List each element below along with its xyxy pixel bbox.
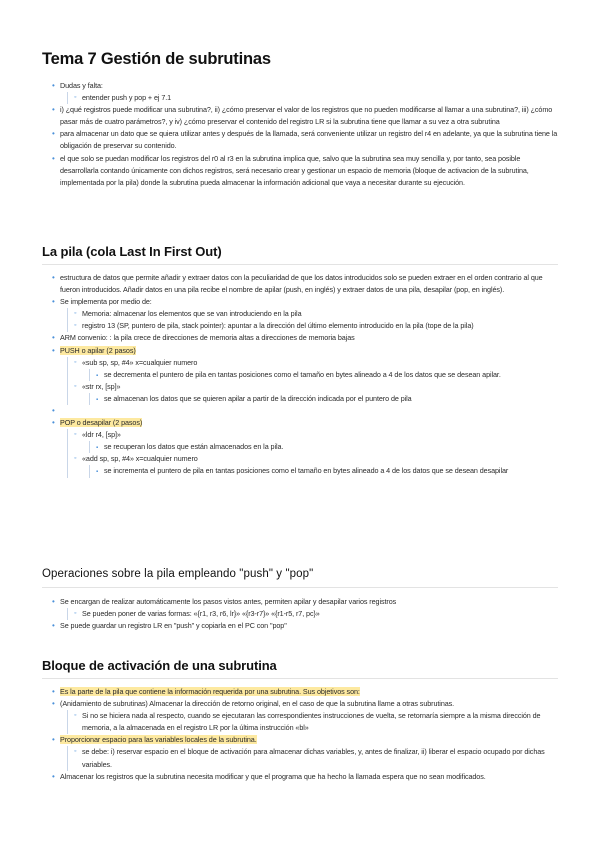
list-item xyxy=(74,429,560,453)
item-text: «add sp, sp, #4» x=cualquier numero xyxy=(82,454,198,464)
list-item: ◦ Memoria: almacenar los elementos que se van introduciendo en la pila xyxy=(74,308,560,320)
intro-section xyxy=(52,80,560,189)
list-item: ◦ registro 13 (SP, puntero de pila, stack pointer): apuntar a la dirección del último elemento introducido en la pila (tope de la pila) xyxy=(74,320,560,332)
list-item xyxy=(52,686,560,698)
sub-list xyxy=(89,465,560,477)
bloque-section xyxy=(52,686,560,783)
list-item: • Se puede guardar un registro LR en "push" y copiarla en el PC con "pop" xyxy=(52,620,560,632)
list-item xyxy=(52,80,560,104)
pila-list xyxy=(52,272,560,478)
item-text: «str rx, [sp]» xyxy=(82,381,121,391)
list-item xyxy=(74,381,560,405)
ops-list xyxy=(52,596,560,632)
list-item xyxy=(52,596,560,620)
item-text: Se encargan de realizar automáticamente los pasos vistos antes, permiten apilar y desapilar varios registros xyxy=(60,597,397,606)
pila-section xyxy=(52,272,560,478)
sub-list xyxy=(67,710,560,734)
divider xyxy=(42,587,558,588)
list-item-empty xyxy=(52,405,560,417)
item-text: Se implementa por medio de: xyxy=(60,297,152,307)
section-heading-bloque: Bloque de activación de una subrutina xyxy=(42,658,277,673)
divider xyxy=(42,264,558,265)
sub-list xyxy=(67,357,560,405)
sub-list xyxy=(89,393,560,405)
list-item: ◦ se debe: i) reservar espacio en el bloque de activación para almacenar dichas variables, y, antes de finalizar, ii) liberar el espacio ocupado por dichas variables. xyxy=(74,746,560,770)
list-item: ▪ se recuperan los datos que están almacenados en la pila. xyxy=(96,441,560,453)
sub-list xyxy=(67,429,560,477)
list-item xyxy=(52,734,560,770)
list-item: • ARM convenio: : la pila crece de direcciones de memoria altas a direcciones de memoria bajas xyxy=(52,332,560,344)
list-item: ▪ se incrementa el puntero de pila en tantas posiciones como el tamaño en bytes alineado a 4 de los datos que se desean desapilar xyxy=(96,465,560,477)
list-item: • estructura de datos que permite añadir y extraer datos con la peculiaridad de que los datos introducidos solo se pueden extraer en el orden contrario al que fueron introducidos. Añadir datos en una pila recibe el nombre de apilar (push, en inglés) y extraer datos de una pila, desapilar (pop, en inglés). xyxy=(52,272,560,296)
section-heading-pila: La pila (cola Last In First Out) xyxy=(42,244,222,259)
sub-list xyxy=(67,746,560,770)
list-item: • i) ¿qué registros puede modificar una subrutina?, ii) ¿cómo preservar el valor de los registros que no pueden modificarse al llamar a una subrutina?, iii) ¿cómo pasar más de cuatro parámetros?, y iv) ¿cómo preservar el contenido del registro LR si la subrutina tiene que llamar a su vez a otra subrutina xyxy=(52,104,560,128)
sub-list xyxy=(67,92,560,104)
item-text: «sub sp, sp, #4» x=cualquier numero xyxy=(82,357,198,367)
sub-list xyxy=(67,608,560,620)
list-item xyxy=(52,345,560,405)
sub-list xyxy=(89,441,560,453)
pop-label: POP o desapilar (2 pasos) xyxy=(60,418,143,428)
list-item xyxy=(74,357,560,381)
sub-list xyxy=(67,308,560,332)
list-item: ◦ Se pueden poner de varias formas: «{r1, r3, r6, lr}» «{r3-r7}» «{r1-r5, r7, pc}» xyxy=(74,608,560,620)
list-item xyxy=(52,296,560,332)
sub-list xyxy=(89,369,560,381)
list-item: • Almacenar los registros que la subrutina necesita modificar y que el programa que ha hecho la llamada espera que no sean modificados. xyxy=(52,771,560,783)
item-text: Dudas y falta: xyxy=(60,81,103,90)
highlighted-text: Proporcionar espacio para las variables locales de la subrutina. xyxy=(60,735,257,745)
intro-list xyxy=(52,80,560,189)
list-item: • el que solo se puedan modificar los registros del r0 al r3 en la subrutina implica que, salvo que la subrutina sea muy sencilla y, por tanto, sea posible desarrollarla contando únicamente con dichos registros, será necesario crear y gestionar un espacio de memoria (bloque de activacion de la subrutina, implementada por la pila) donde la subrutina pueda almacenar la información adicional que vaya a necesitar durante su ejecución. xyxy=(52,153,560,189)
push-label: PUSH o apilar (2 pasos) xyxy=(60,345,136,355)
page-title: Tema 7 Gestión de subrutinas xyxy=(42,50,271,68)
list-item: • para almacenar un dato que se quiera utilizar antes y después de la llamada, será conveniente utilizar un registro del r4 en adelante, ya que la subrutina tiene la obligación de preservar su contenido. xyxy=(52,128,560,152)
list-item: ◦ entender push y pop + ej 7.1 xyxy=(74,92,560,104)
list-item: ◦ Si no se hiciera nada al respecto, cuando se ejecutaran las correspondientes instrucciones de vuelta, se retornaría siempre a la misma dirección de memoria, a la almacenada en el registro LR por la última instrucción «bl» xyxy=(74,710,560,734)
list-item: ▪ se decrementa el puntero de pila en tantas posiciones como el tamaño en bytes alineado a 4 de los datos que se desean apilar. xyxy=(96,369,560,381)
list-item xyxy=(52,417,560,477)
bloque-list xyxy=(52,686,560,783)
list-item xyxy=(52,698,560,734)
divider xyxy=(42,678,558,679)
section-heading-ops: Operaciones sobre la pila empleando "push" y "pop" xyxy=(42,568,314,580)
list-item xyxy=(74,453,560,477)
item-text: «ldr r4, [sp]» xyxy=(82,430,121,440)
highlighted-text: Es la parte de la pila que contiene la información requerida por una subrutina. Sus objetivos son: xyxy=(60,687,360,696)
ops-section xyxy=(52,596,560,632)
item-text: (Anidamiento de subrutinas) Almacenar la dirección de retorno original, en el caso de que la subrutina llame a otras subrutinas. xyxy=(60,699,455,709)
list-item: ▪ se almacenan los datos que se quieren apilar a partir de la dirección indicada por el puntero de pila xyxy=(96,393,560,405)
